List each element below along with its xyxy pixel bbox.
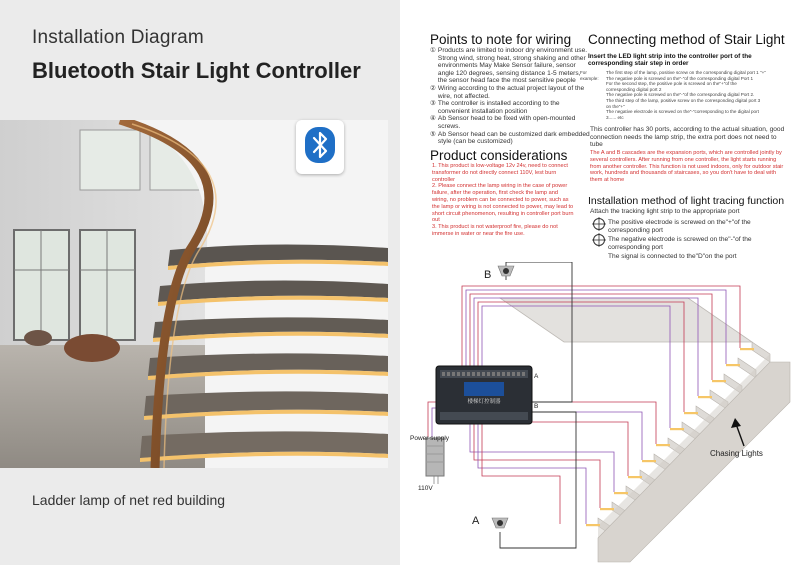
controller [436, 366, 532, 424]
sensor-a [492, 518, 508, 528]
controller-label: 楼梯灯控制器 [467, 399, 501, 405]
wiring-list [430, 47, 590, 146]
page-title: Bluetooth Stair Light Controller [32, 58, 361, 83]
item-text: Products are limited to indoor dry environment use. Strong wind, strong heat, strong shaking and other environments May Make Sensor failure, sensor angle 120 degrees, sensing distance 1-5 meters, the sensor head face the most sensitive people [437, 47, 588, 85]
item-number: ③ [430, 100, 436, 108]
connecting-heading: Connecting method of Stair Light [588, 32, 785, 47]
list-item [430, 115, 590, 130]
list-item: 3. This product is not waterproof fire, please do not immerse in water or near the fire use. [432, 224, 558, 237]
chasing-lights-label: Chasing Lights [710, 449, 763, 458]
item-text: Ab Sensor head can be customized dark embedded style (can be customized) [437, 130, 590, 146]
item-number: ② [430, 84, 436, 92]
connecting-subheading: Insert the LED light strip into the controller port of the corresponding stair step in order [588, 53, 752, 68]
item-text: The controller is installed according to the convenient installation position [437, 100, 560, 115]
list-item: The first step of the lamp, positive screw on the corresponding digital port 1 "+" [606, 70, 766, 75]
connecting-steps [606, 70, 766, 120]
bluetooth-icon [305, 127, 335, 168]
list-item: The third step of the lamp, positive screw on the corresponding digital port 3 on the"+" [606, 97, 761, 109]
bluetooth-badge [296, 120, 344, 174]
power-supply [426, 438, 444, 476]
tracing-positive: The positive electrode is screwed on the"+"of the corresponding port [608, 219, 751, 234]
item-text: Wiring according to the actual project layout of the wire, not affected. [437, 84, 585, 100]
item-number: ④ [430, 115, 436, 123]
wiring-diagram [400, 262, 800, 565]
list-item: 2. Please connect the lamp wiring in the case of power failure, after the operation, first check the lamp and wiring, no problem can be connected to power, such as the lamp or wiring is not connected to power, may lead to short circuit phenomenon, resulting in controller port burn out [432, 183, 574, 224]
list-item: For the second step, the positive pole is screwed on the"+"of the corresponding digital port 2 [606, 81, 737, 92]
considerations-list [432, 163, 574, 238]
item-number: ⑤ [430, 130, 436, 138]
list-item [430, 47, 590, 85]
tracing-intro: Attach the tracking light strip to the appropriate port [590, 208, 740, 215]
list-item: The negative pole is screwed on the"-"of the corresponding digital Port 1 [606, 75, 754, 81]
considerations-heading: Product considerations [430, 148, 568, 163]
power-supply-label: Power supply [410, 435, 450, 442]
item-text: Ab Sensor head to be fixed with open-mounted screws. [437, 115, 576, 130]
port-a-label: A [534, 373, 539, 380]
list-item [430, 131, 590, 146]
photo-caption: Ladder lamp of net red building [32, 492, 226, 508]
wiring-heading: Points to note for wiring [430, 32, 572, 47]
list-item: The negative pole is screwed on the"-"of the corresponding digital Port 2. [606, 92, 755, 98]
expansion-note: The A and B cascades are the expansion ports, which are controlled jointly by several controllers. After running from one controller, the light starts running from another controller. This function is not used indoors, only for outdoor stair work, hundreds and thousands of staircases, so you don't have to deal with them at home [590, 150, 784, 184]
list-item [430, 85, 590, 100]
list-item: The negative electrode is screwed on the"-"corresponding to the digital port 3...... etc [606, 109, 759, 120]
item-number: ① [430, 47, 436, 54]
port-b-label: B [534, 403, 539, 410]
page-subtitle: Installation Diagram [32, 27, 204, 48]
list-item: 1. This product is low-voltage 12v 24v, need to connect transformer do not directly connect 110V, lest burn controller [432, 163, 568, 183]
tracing-signal: The signal is connected to the"D"on the port [608, 253, 737, 260]
sensor-b-label: B [484, 269, 492, 281]
sensor-a-label: A [472, 515, 480, 527]
list-item [430, 100, 590, 115]
negative-terminal-icon [592, 233, 606, 252]
tracing-negative: The negative electrode is screwed on the"-"of the corresponding port [608, 236, 752, 251]
example-label: For example: [580, 70, 599, 81]
tracing-heading: Installation method of light tracing function [588, 195, 785, 207]
voltage-label: 110V [418, 485, 433, 492]
ports-note: This controller has 30 ports, according to the actual situation, good connection needs the lamp strip, the extra port does not need to tube [590, 126, 785, 149]
sensor-b [498, 266, 514, 276]
